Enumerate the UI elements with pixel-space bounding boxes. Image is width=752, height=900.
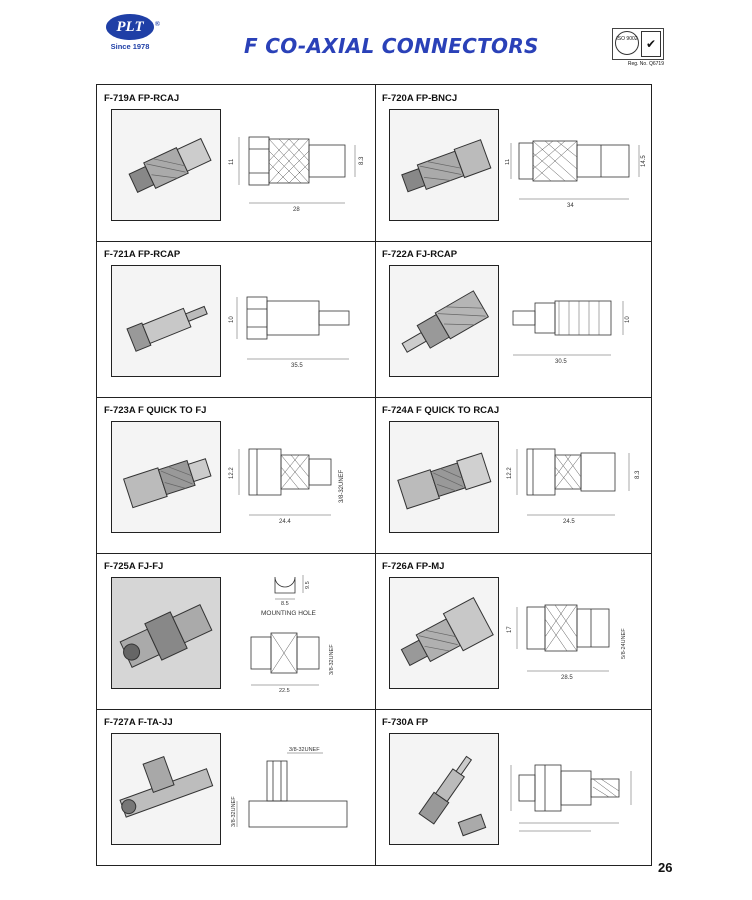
product-photo: [389, 109, 499, 221]
product-label: F-724A F QUICK TO RCAJ: [382, 405, 500, 416]
iso-seal-icon: ISO 9002: [615, 31, 639, 55]
technical-drawing: [505, 575, 647, 693]
product-label: F-725A FJ-FJ: [104, 561, 164, 572]
dimension-label: 14.5: [641, 155, 647, 167]
product-photo: [389, 265, 499, 377]
dimension-label: 8.5: [281, 601, 289, 607]
product-photo: [111, 577, 221, 689]
logo-text: PLT: [116, 19, 144, 35]
page-title: F CO-AXIAL CONNECTORS: [244, 34, 539, 58]
technical-drawing: [505, 263, 647, 381]
dimension-label: 24.5: [563, 519, 575, 525]
dimension-label: 34: [567, 203, 574, 209]
logo-mark: [106, 14, 160, 40]
dimension-label: 10: [229, 316, 235, 323]
product-photo: [389, 577, 499, 689]
product-label: F-730A FP: [382, 717, 429, 728]
dimension-label: 3/8-32UNEF: [289, 747, 320, 753]
product-cell: [375, 397, 653, 553]
dimension-label: 3/8-32UNEF: [339, 469, 345, 503]
technical-drawing: [227, 107, 369, 225]
dimension-label: 12.2: [229, 467, 235, 479]
dimension-label: 8.3: [635, 470, 641, 479]
technical-drawing: [505, 419, 647, 537]
product-cell: [97, 85, 375, 241]
checkmark-shield-icon: ✔: [641, 31, 661, 57]
product-photo: [111, 421, 221, 533]
cert-registration: Reg. No. Q6719: [627, 61, 664, 67]
product-label: F-723A F QUICK TO FJ: [104, 405, 207, 416]
dimension-label: 11: [505, 158, 511, 165]
logo-since: Since 1978: [110, 42, 150, 51]
product-grid: [96, 84, 652, 866]
dimension-label: 11: [229, 158, 235, 165]
technical-drawing: [505, 107, 647, 225]
product-cell: [97, 553, 375, 709]
iso-certification-badge: [612, 28, 664, 67]
product-photo: [111, 109, 221, 221]
product-photo: [111, 265, 221, 377]
product-cell: [97, 241, 375, 397]
dimension-label: 5/8-24UNEF: [621, 628, 627, 659]
technical-drawing: [227, 263, 369, 381]
dimension-label: 28.5: [561, 675, 573, 681]
product-label: F-720A FP-BNCJ: [382, 93, 458, 104]
dimension-label: 35.5: [291, 363, 303, 369]
product-label: F-722A FJ-RCAP: [382, 249, 458, 260]
page-number: 26: [658, 860, 673, 875]
technical-drawing: [227, 419, 369, 537]
product-label: F-726A FP-MJ: [382, 561, 445, 572]
product-cell: [375, 709, 653, 865]
dimension-label: 8.3: [359, 156, 365, 165]
technical-drawing: [505, 731, 647, 849]
dimension-label: 3/8-32UNEF: [231, 796, 237, 827]
product-cell: [375, 241, 653, 397]
dimension-label: 30.5: [555, 359, 567, 365]
dimension-label: 24.4: [279, 519, 291, 525]
product-photo: [389, 733, 499, 845]
product-label: F-719A FP-RCAJ: [104, 93, 180, 104]
technical-drawing: [227, 731, 369, 849]
dimension-label: 3/8-32UNEF: [329, 644, 335, 675]
product-cell: [97, 709, 375, 865]
mounting-hole-note: MOUNTING HOLE: [261, 610, 316, 617]
product-label: F-721A FP-RCAP: [104, 249, 181, 260]
brand-logo: [104, 14, 160, 51]
dimension-label: 28: [293, 207, 300, 213]
product-cell: [97, 397, 375, 553]
dimension-label: 12.2: [507, 467, 513, 479]
product-photo: [111, 733, 221, 845]
dimension-label: 17: [507, 626, 513, 633]
product-label: F-727A F-TA-JJ: [104, 717, 173, 728]
technical-drawing: [227, 575, 369, 693]
dimension-label: 22.5: [279, 688, 290, 693]
product-photo: [389, 421, 499, 533]
dimension-label: 10: [625, 316, 631, 323]
product-cell: [375, 85, 653, 241]
dimension-label: 9.5: [305, 581, 311, 589]
product-cell: [375, 553, 653, 709]
registered-mark: ®: [154, 20, 160, 28]
